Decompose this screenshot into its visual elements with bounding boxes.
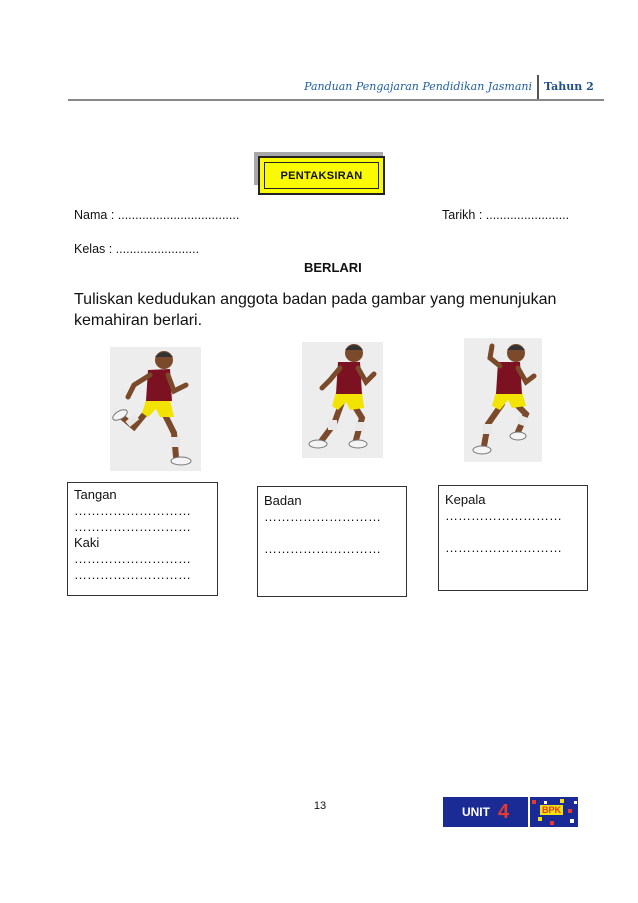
page-number: 13 xyxy=(313,800,327,812)
header-title: Panduan Pengajaran Pendidikan Jasmani xyxy=(304,80,532,93)
box-line: Tangan xyxy=(74,487,117,502)
runner-figure-2 xyxy=(300,340,385,460)
box-line: ……………………… xyxy=(74,551,191,566)
instruction-line-1: Tuliskan kedudukan anggota badan pada gambar yang menunjukan xyxy=(74,291,557,308)
header-separator xyxy=(537,75,539,99)
header-rule xyxy=(68,99,604,101)
box-line xyxy=(264,525,400,541)
section-title: BERLARI xyxy=(304,260,362,275)
box-line: Kaki xyxy=(74,535,100,550)
runner-figure-3 xyxy=(462,336,544,464)
box-line: ……………………… xyxy=(264,509,381,524)
tarikh-field: Tarikh : ........................ xyxy=(442,208,570,222)
bpk-logo-text: BPK xyxy=(542,805,562,815)
box-line: Badan xyxy=(264,493,302,508)
assessment-badge xyxy=(258,156,385,195)
answer-box-badan xyxy=(257,486,407,597)
box-line xyxy=(445,524,581,540)
answer-box-kepala xyxy=(438,485,588,591)
bpk-logo xyxy=(530,797,578,827)
runner-figure-1 xyxy=(108,345,203,473)
box-line: ……………………… xyxy=(74,503,191,518)
unit-label: UNIT xyxy=(461,805,490,819)
header-year: Tahun 2 xyxy=(544,80,594,93)
box-line: ……………………… xyxy=(74,567,191,582)
badge-label: PENTAKSIRAN xyxy=(264,162,379,189)
box-line: ……………………… xyxy=(264,541,381,556)
kelas-field: Kelas : ........................ xyxy=(74,242,200,256)
box-line: ……………………… xyxy=(445,540,562,555)
unit-number: 4 xyxy=(497,800,510,823)
unit-badge xyxy=(443,797,528,827)
instruction-line-2: kemahiran berlari. xyxy=(74,312,203,329)
answer-box-tangan-kaki xyxy=(67,482,218,596)
box-line: ……………………… xyxy=(74,519,191,534)
box-line: Kepala xyxy=(445,492,486,507)
box-line: ……………………… xyxy=(445,508,562,523)
nama-field: Nama : ................................... xyxy=(74,208,240,222)
